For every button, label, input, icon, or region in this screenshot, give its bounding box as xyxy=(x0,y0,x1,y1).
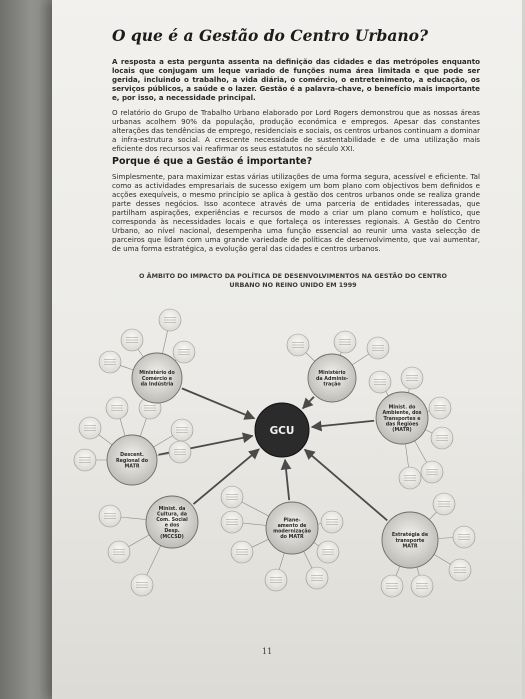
hub-label-line: MATR xyxy=(124,464,140,470)
hub-label-line: modernização xyxy=(273,529,311,535)
impact-diagram xyxy=(62,290,512,620)
hub-label-line: MATR xyxy=(402,544,418,550)
hub-label-line: da Indústria xyxy=(140,382,174,388)
report-paragraph: O relatório do Grupo de Trabalho Urbano elaborado por Lord Rogers demonstrou que as nossas áreas urbanas acolhem 90% da população, produção económica e empregos. Apesar das constantes alterações das tendências de emprego, residenciais e sociais, os centros urbanos continuam a dominar a infra-estrutura social. A crescente necessidade de sustentabilidade e de uma utilização mais eficiente dos recursos vai reafirmar os seus estatutos no século XXI. xyxy=(112,108,480,153)
gcu-center-label: GCU xyxy=(269,425,295,437)
hub-estrategia xyxy=(382,512,438,568)
hub-label-line: da Adminis- xyxy=(315,376,349,382)
diagram-title-line-1: O ÂMBITO DO IMPACTO DA POLÍTICA DE DESENVOLVIMENTOS NA GESTÃO DO CENTRO xyxy=(139,272,447,280)
intro-paragraph: A resposta a esta pergunta assenta na definição das cidades e das metrópoles enquanto locais que conjugam um leque variado de funções numa área limitada e que pode ser gerida, incluindo o trabalho, a vida diária, o comércio, o entretenimento, a educação, os serviços públicos, a saúde e o lazer. Gestão é a palavra-chave, o benefício mais importante e, por isso, a necessidade principal. xyxy=(112,57,480,102)
page-number: 11 xyxy=(262,647,273,656)
diagram-title-line-2: URBANO NO REINO UNIDO EM 1999 xyxy=(229,281,357,289)
hub-regional xyxy=(107,435,157,485)
hub-label-line: do MATR xyxy=(280,535,304,541)
arrow-to-gcu xyxy=(285,460,289,500)
hub-label-line: Minist. do xyxy=(388,405,416,411)
hub-label-line: amento de xyxy=(277,524,307,529)
hub-label-line: e dos xyxy=(164,523,180,529)
hub-label-line: Minist. da xyxy=(158,506,186,512)
body-paragraph: Simplesmente, para maximizar estas várias utilizações de uma forma segura, acessível e eficiente. Tal como as actividades empresariais de sucesso exigem um bom plano com objectivos bem definidos e acções exequíveis, o mesmo princípio se aplica à gestão dos centros urbanos onde se realiza grande parte desses negócios. Isso acontece através de uma parceria de entidades interessadas, que partilham aspirações, experiências e recursos de modo a criar um plano comum e holístico, que corresponda às necessidades locais e que fortaleça os interesses regionais. A Gestão do Centro Urbano, ao nível nacional, desempenha uma função essencial ao reunir uma vasta selecção de parceiros que lidam com uma grande variedade de políticas de desenvolvimento, que vai aumentar, de uma forma estratégica, a evolução geral das cidades e centros urbanos. xyxy=(112,172,480,253)
hub-label-line: Descent. xyxy=(120,453,144,459)
hub-planeamento xyxy=(266,502,318,554)
hub-label-line: Ministério xyxy=(318,371,346,377)
arrow-to-gcu xyxy=(312,421,374,427)
hub-ambiente xyxy=(376,392,428,444)
page-title: O que é a Gestão do Centro Urbano? xyxy=(112,26,429,45)
hub-label-line: (MCCSD) xyxy=(160,534,184,540)
hub-label-line: Com. Social xyxy=(156,518,188,523)
section-subheading: Porque é que a Gestão é importante? xyxy=(112,156,313,167)
hub-label-line: Desp. xyxy=(164,529,180,535)
arrow-to-gcu xyxy=(303,397,314,409)
hub-label-line: tração xyxy=(323,382,341,388)
hub-cultura xyxy=(146,496,198,548)
hub-label-line: Comércio e xyxy=(141,376,173,382)
hub-label-line: Ambiente, dos xyxy=(382,411,422,417)
hub-label-line: Plane- xyxy=(283,518,301,524)
hub-label-line: transporte xyxy=(395,538,425,544)
hub-label-line: Transportes e xyxy=(383,416,421,422)
diagram-title xyxy=(118,272,468,290)
hub-label-line: das Regiões xyxy=(385,422,419,428)
arrow-to-gcu xyxy=(305,450,387,521)
hub-label-line: Cultura, da xyxy=(156,512,188,518)
hub-label-line: Estratégia de xyxy=(391,533,429,539)
gcu-center-node xyxy=(255,403,309,457)
hub-label-line: Ministério do xyxy=(139,371,175,377)
hub-label-line: (MATR) xyxy=(392,428,412,433)
hub-label-line: Regional do xyxy=(115,458,149,464)
hub-administracao xyxy=(308,354,356,402)
hub-comercio xyxy=(132,353,182,403)
arrow-to-gcu xyxy=(182,388,254,418)
